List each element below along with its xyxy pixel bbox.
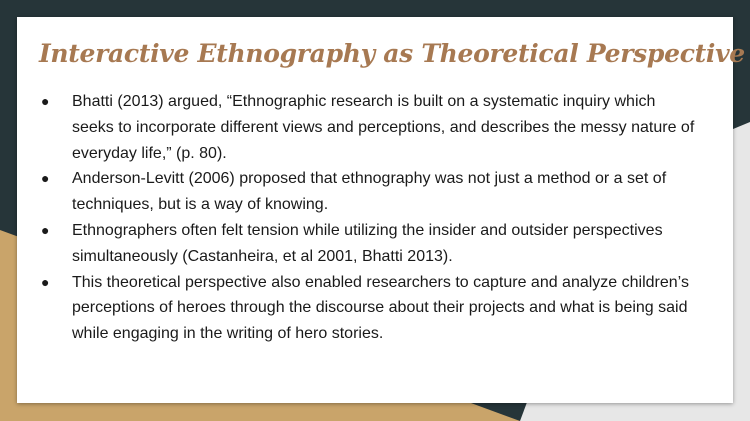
bullet-list [40, 89, 700, 347]
bullet-item [40, 270, 700, 347]
slide-title: Interactive Ethnography as Theoretical Perspective [39, 39, 745, 68]
bullet-item [40, 89, 700, 166]
bullet-item [40, 166, 700, 218]
bullet-dot-icon: ● [41, 273, 50, 290]
bullet-text: This theoretical perspective also enabled researchers to capture and analyze children’s perceptions of heroes through the discourse about their projects and what is being said while engaging in the writing of hero stories. [72, 273, 689, 343]
bullet-text: Anderson-Levitt (2006) proposed that ethnography was not just a method or a set of techniques, but is a way of knowing. [72, 170, 667, 214]
bullet-item [40, 218, 700, 270]
bullet-dot-icon: ● [41, 221, 50, 238]
bullet-text: Ethnographers often felt tension while utilizing the insider and outsider perspectives simultaneously (Castanheira, et al 2001, Bhatti 2013). [72, 221, 663, 265]
bullet-dot-icon: ● [41, 93, 50, 109]
bullet-text: Bhatti (2013) argued, “Ethnographic research is built on a systematic inquiry which seeks to incorporate different views and perceptions, and describes the messy nature of everyday life,” (p. 80). [72, 93, 695, 162]
bullet-dot-icon: ● [41, 170, 50, 187]
